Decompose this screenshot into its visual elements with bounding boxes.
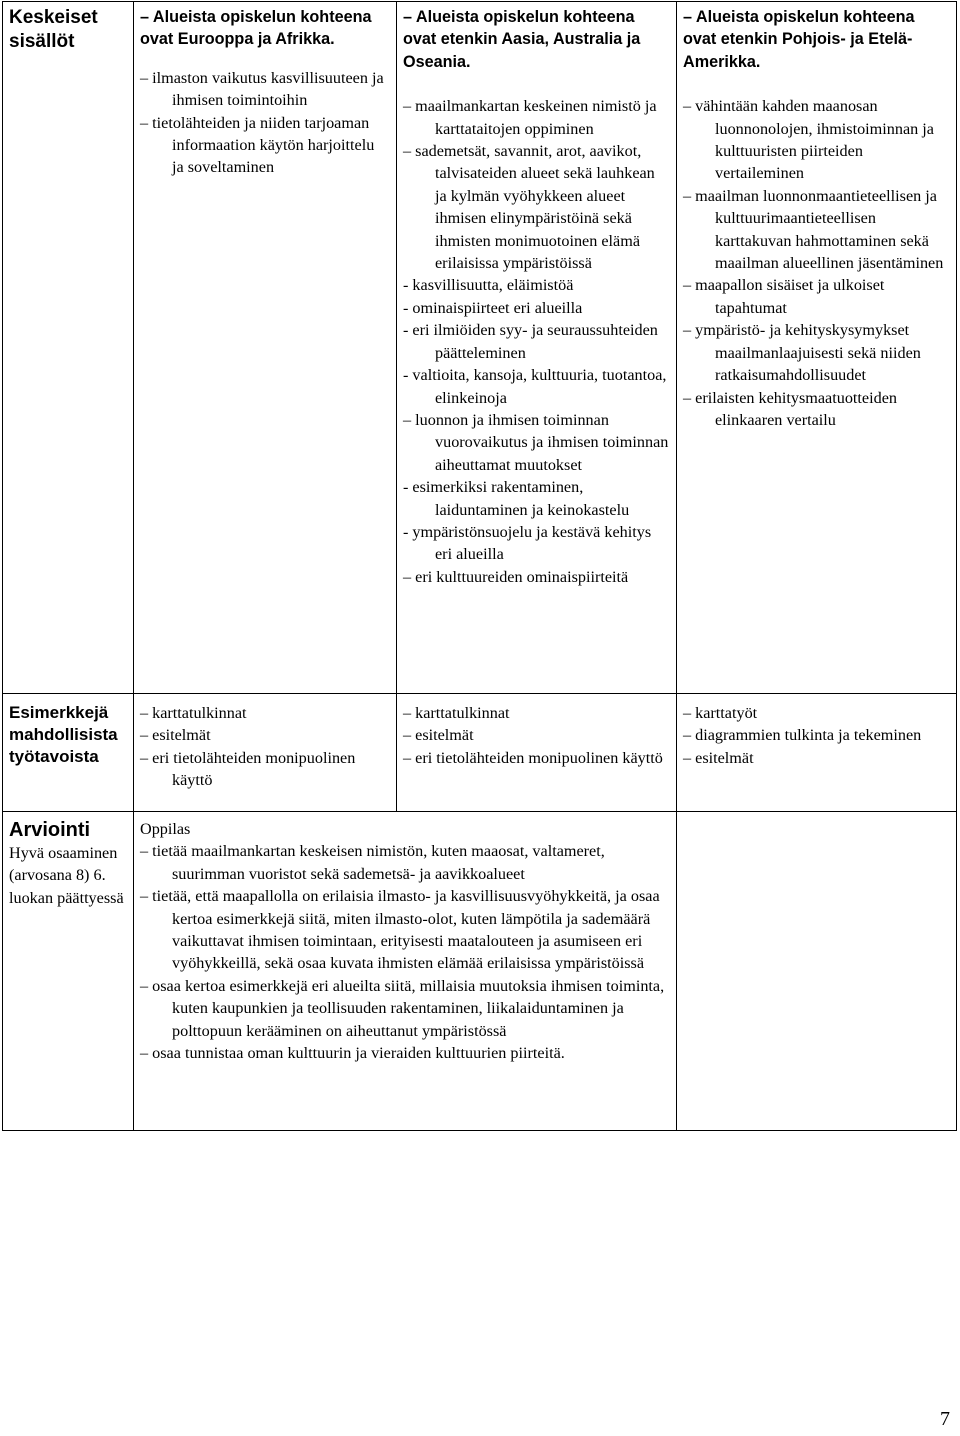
assessment-subtitle: Hyvä osaaminen (arvosana 8) 6. luokan päättyessä bbox=[9, 844, 124, 907]
list-item: – ilmaston vaikutus kasvillisuuteen ja ihmisen toimintoihin bbox=[140, 68, 384, 110]
assessment-empty-cell bbox=[677, 812, 957, 1131]
row-label-core-content bbox=[3, 2, 134, 694]
list-item: – diagrammien tulkinta ja tekeminen bbox=[683, 726, 922, 745]
list-item: - kasvillisuutta, eläimistöä bbox=[403, 276, 574, 295]
list-item: – vähintään kahden maanosan luonnonolojen, ihmistoiminnan ja kulttuuristen piirteiden vertaileminen bbox=[683, 97, 934, 183]
list-item: – sademetsät, savannit, arot, aavikot, talvisateiden alueet sekä lauhkean ja kylmän vyöhykkeen alueet ihmisen elinympäristöinä sekä ihmisten monimuotoinen elämä erilaisissa ympäristöissä bbox=[403, 142, 655, 273]
row-label: Esimerkkejä mahdollisista työtavoista bbox=[9, 703, 118, 766]
page-number: 7 bbox=[940, 1408, 950, 1430]
criteria-item: – tietää, että maapallolla on erilaisia ilmasto- ja kasvillisuusvyöhykkeitä, ja osaa kertoa esimerkkejä siitä, miten ilmasto-olot, kuten lämpötila ja sademäärä vaikuttavat ihmisen toimintaan, erityisesti maatalouteen ja asumiseen eri vyöhykkeillä, sekä osaa kuvata ihmisten elämää erilaisissa ympäristöissä bbox=[140, 887, 660, 973]
row-work-methods bbox=[3, 694, 957, 812]
list-item: – eri kulttuureiden ominaispiirteitä bbox=[403, 567, 629, 586]
criteria-item: – osaa kertoa esimerkkejä eri alueilta siitä, millaisia muutoksia ihmisen toiminta, kuten kaupunkien ja teollisuuden rakentaminen, liikalaiduntaminen ja polttopuun kerääminen on aiheuttanut ympäristössä bbox=[140, 976, 665, 1040]
row-label-assessment bbox=[3, 812, 134, 1131]
list-item: – karttatyöt bbox=[683, 704, 758, 722]
list-item: - esimerkiksi rakentaminen, laiduntaminen ja keinokastelu bbox=[403, 478, 630, 519]
criteria-item: – osaa tunnistaa oman kulttuurin ja vieraiden kulttuurien piirteitä. bbox=[140, 1044, 565, 1063]
list-item: – karttatulkinnat bbox=[403, 704, 510, 722]
assessment-criteria bbox=[134, 812, 677, 1131]
assessment-intro: Oppilas bbox=[140, 820, 191, 838]
list-item: - valtioita, kansoja, kulttuuria, tuotantoa, elinkeinoja bbox=[403, 366, 667, 407]
content-col-2 bbox=[397, 2, 677, 694]
list-item: – ympäristö- ja kehityskysymykset maailmanlaajuisesti sekä niiden ratkaisumahdollisuudet bbox=[683, 321, 921, 385]
row-assessment bbox=[3, 812, 957, 1131]
row-label: Keskeiset sisällöt bbox=[9, 7, 98, 52]
row-core-content bbox=[3, 2, 957, 694]
list-item: - ympäristönsuojelu ja kestävä kehitys eri alueilla bbox=[403, 522, 652, 564]
col-heading: – Alueista opiskelun kohteena ovat Eurooppa ja Afrikka. bbox=[140, 8, 372, 49]
list-item: – maailman luonnonmaantieteellisen ja kulttuurimaantieteellisen karttakuvan hahmottaminen sekä maailman alueellinen jäsentäminen bbox=[683, 186, 944, 273]
col-heading: – Alueista opiskelun kohteena ovat etenkin Pohjois- ja Etelä-Amerikka. bbox=[683, 8, 915, 71]
list-item: - eri ilmiöiden syy- ja seuraussuhteiden päätteleminen bbox=[403, 321, 658, 362]
criteria-item: – tietää maailmankartan keskeisen nimistön, kuten maaosat, valtameret, suurimman vuoristot sekä sademetsä- ja aavikkoalueet bbox=[140, 842, 605, 883]
list-item: – esitelmät bbox=[403, 726, 474, 745]
col-heading: – Alueista opiskelun kohteena ovat etenkin Aasia, Australia ja Oseania. bbox=[403, 8, 641, 71]
list-item: – tietolähteiden ja niiden tarjoaman informaation käytön harjoittelu ja soveltaminen bbox=[140, 113, 375, 177]
methods-col-2 bbox=[397, 694, 677, 812]
list-item: – maailmankartan keskeinen nimistö ja karttataitojen oppiminen bbox=[403, 97, 657, 138]
list-item: – esitelmät bbox=[140, 726, 211, 745]
list-item: – eri tietolähteiden monipuolinen käyttö bbox=[140, 748, 356, 790]
list-item: – eri tietolähteiden monipuolinen käyttö bbox=[403, 748, 663, 767]
assessment-title: Arviointi bbox=[9, 819, 91, 841]
methods-col-3 bbox=[677, 694, 957, 812]
list-item: – maapallon sisäiset ja ulkoiset tapahtumat bbox=[683, 276, 885, 317]
content-col-1 bbox=[134, 2, 397, 694]
curriculum-table bbox=[2, 1, 957, 1131]
list-item: – esitelmät bbox=[683, 748, 754, 767]
list-item: - ominaispiirteet eri alueilla bbox=[403, 298, 583, 317]
row-label-work-methods bbox=[3, 694, 134, 812]
list-item: – erilaisten kehitysmaatuotteiden elinkaaren vertailu bbox=[683, 388, 897, 429]
content-col-3 bbox=[677, 2, 957, 694]
list-item: – karttatulkinnat bbox=[140, 704, 247, 722]
methods-col-1 bbox=[134, 694, 397, 812]
list-item: – luonnon ja ihmisen toiminnan vuorovaikutus ja ihmisen toiminnan aiheuttamat muutokset bbox=[403, 410, 669, 474]
